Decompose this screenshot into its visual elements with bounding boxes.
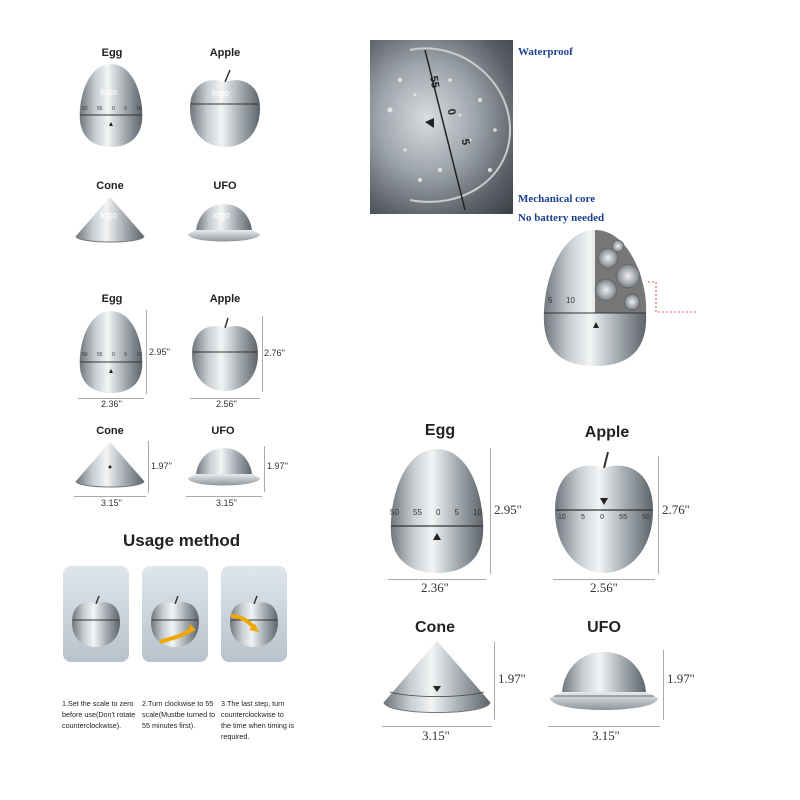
apple-width: 2.56'' [590, 580, 618, 595]
label-apple: Apple [584, 424, 630, 441]
scale-tick: 0 [436, 508, 441, 517]
egg-scale [390, 508, 482, 517]
cone-timer-image [74, 196, 146, 248]
ufo-timer-image [186, 446, 262, 492]
scale-tick: 50 [390, 508, 399, 517]
mechanical-core-image [540, 228, 650, 368]
cone-width: 3.15'' [101, 498, 122, 508]
dimension-line [148, 441, 149, 493]
cone-timer-image [382, 640, 492, 722]
waterproof-label: Waterproof [518, 46, 573, 58]
ufo-timer-image [548, 650, 660, 720]
cone-height: 1.97'' [498, 671, 526, 686]
label-apple: Apple [209, 293, 241, 305]
dimension-line [663, 650, 664, 720]
photo-scale-tick: 0 [444, 107, 458, 117]
photo-scale-tick: 55 [427, 74, 442, 90]
dimension-line [494, 642, 495, 720]
egg-width: 2.36'' [101, 399, 122, 409]
scale-tick: 50 [82, 106, 88, 112]
label-apple: Apple [209, 47, 241, 59]
label-ufo: UFO [213, 180, 237, 192]
cone-timer-image [74, 441, 146, 493]
dimension-line [74, 496, 146, 497]
apple-height: 2.76'' [662, 502, 690, 517]
scale-tick: 10 [473, 508, 482, 517]
ufo-height: 1.97'' [667, 671, 695, 686]
label-egg: Egg [101, 47, 123, 59]
apple-width: 2.56'' [216, 399, 237, 409]
egg-scale [82, 106, 142, 112]
step-1-text: 1.Set the scale to zero before use(Don't rotate counterclockwise). [62, 699, 136, 730]
apple-scale [558, 514, 650, 521]
dimension-line [262, 316, 263, 392]
egg-scale [82, 352, 142, 358]
step-3-text: 3.The last step, turn counterclockwise to the time when timing is required. [221, 699, 295, 741]
core-scale-tick: 10 [566, 296, 575, 305]
apple-height: 2.76'' [264, 348, 285, 358]
label-ufo: UFO [587, 619, 621, 636]
core-scale-tick: 5 [548, 296, 553, 305]
scale-tick: 55 [97, 106, 103, 112]
logo-text: logo [212, 88, 230, 98]
logo-text: logo [100, 87, 118, 97]
dimension-line [186, 496, 262, 497]
scale-tick: 10 [136, 106, 142, 112]
dimension-line [548, 726, 660, 727]
dimension-line [490, 448, 491, 574]
egg-height: 2.95'' [494, 502, 522, 517]
scale-tick: 50 [642, 514, 650, 521]
scale-tick: 55 [413, 508, 422, 517]
scale-tick: 10 [558, 514, 566, 521]
no-battery-label: No battery needed [518, 212, 605, 224]
dimension-line [264, 446, 265, 492]
label-egg: Egg [101, 293, 123, 305]
step-3-image [221, 566, 287, 662]
label-cone: Cone [415, 619, 455, 636]
step-2-image [142, 566, 208, 662]
core-callout-line [648, 282, 698, 317]
dimension-line [382, 726, 492, 727]
egg-height: 2.95'' [149, 347, 170, 357]
scale-tick: 0 [112, 352, 115, 358]
label-cone: Cone [96, 180, 124, 192]
label-cone: Cone [96, 425, 124, 437]
egg-width: 2.36'' [421, 580, 449, 595]
scale-tick: 55 [619, 514, 627, 521]
ufo-width: 3.15'' [216, 498, 237, 508]
scale-tick: 5 [124, 106, 127, 112]
scale-tick: 0 [600, 514, 604, 521]
mechanical-core-label: Mechanical core [518, 193, 596, 205]
label-ufo: UFO [211, 425, 235, 437]
logo-text: logo [213, 210, 231, 220]
apple-timer-image [188, 70, 262, 148]
cone-height: 1.97'' [151, 461, 172, 471]
photo-scale-tick: 5 [458, 137, 472, 147]
ufo-timer-image [186, 202, 262, 248]
scale-tick: 5 [454, 508, 459, 517]
cone-width: 3.15'' [422, 728, 450, 743]
waterproof-photo [370, 40, 513, 214]
dimension-line [146, 310, 147, 394]
step-1-image [63, 566, 129, 662]
apple-timer-image [553, 452, 655, 574]
step-2-text: 2.Turn clockwise to 55 scale(Mustbe turned to 55 minutes first). [142, 699, 216, 730]
scale-tick: 10 [136, 352, 142, 358]
usage-title: Usage method [123, 531, 241, 550]
ufo-height: 1.97'' [267, 461, 288, 471]
dimension-line [658, 456, 659, 574]
scale-tick: 50 [82, 352, 88, 358]
ufo-width: 3.15'' [592, 728, 620, 743]
logo-text: logo [100, 210, 118, 220]
apple-timer-image [190, 318, 260, 392]
label-egg: Egg [424, 422, 456, 439]
scale-tick: 0 [112, 106, 115, 112]
scale-tick: 5 [124, 352, 127, 358]
scale-tick: 55 [97, 352, 103, 358]
scale-tick: 5 [580, 514, 585, 521]
